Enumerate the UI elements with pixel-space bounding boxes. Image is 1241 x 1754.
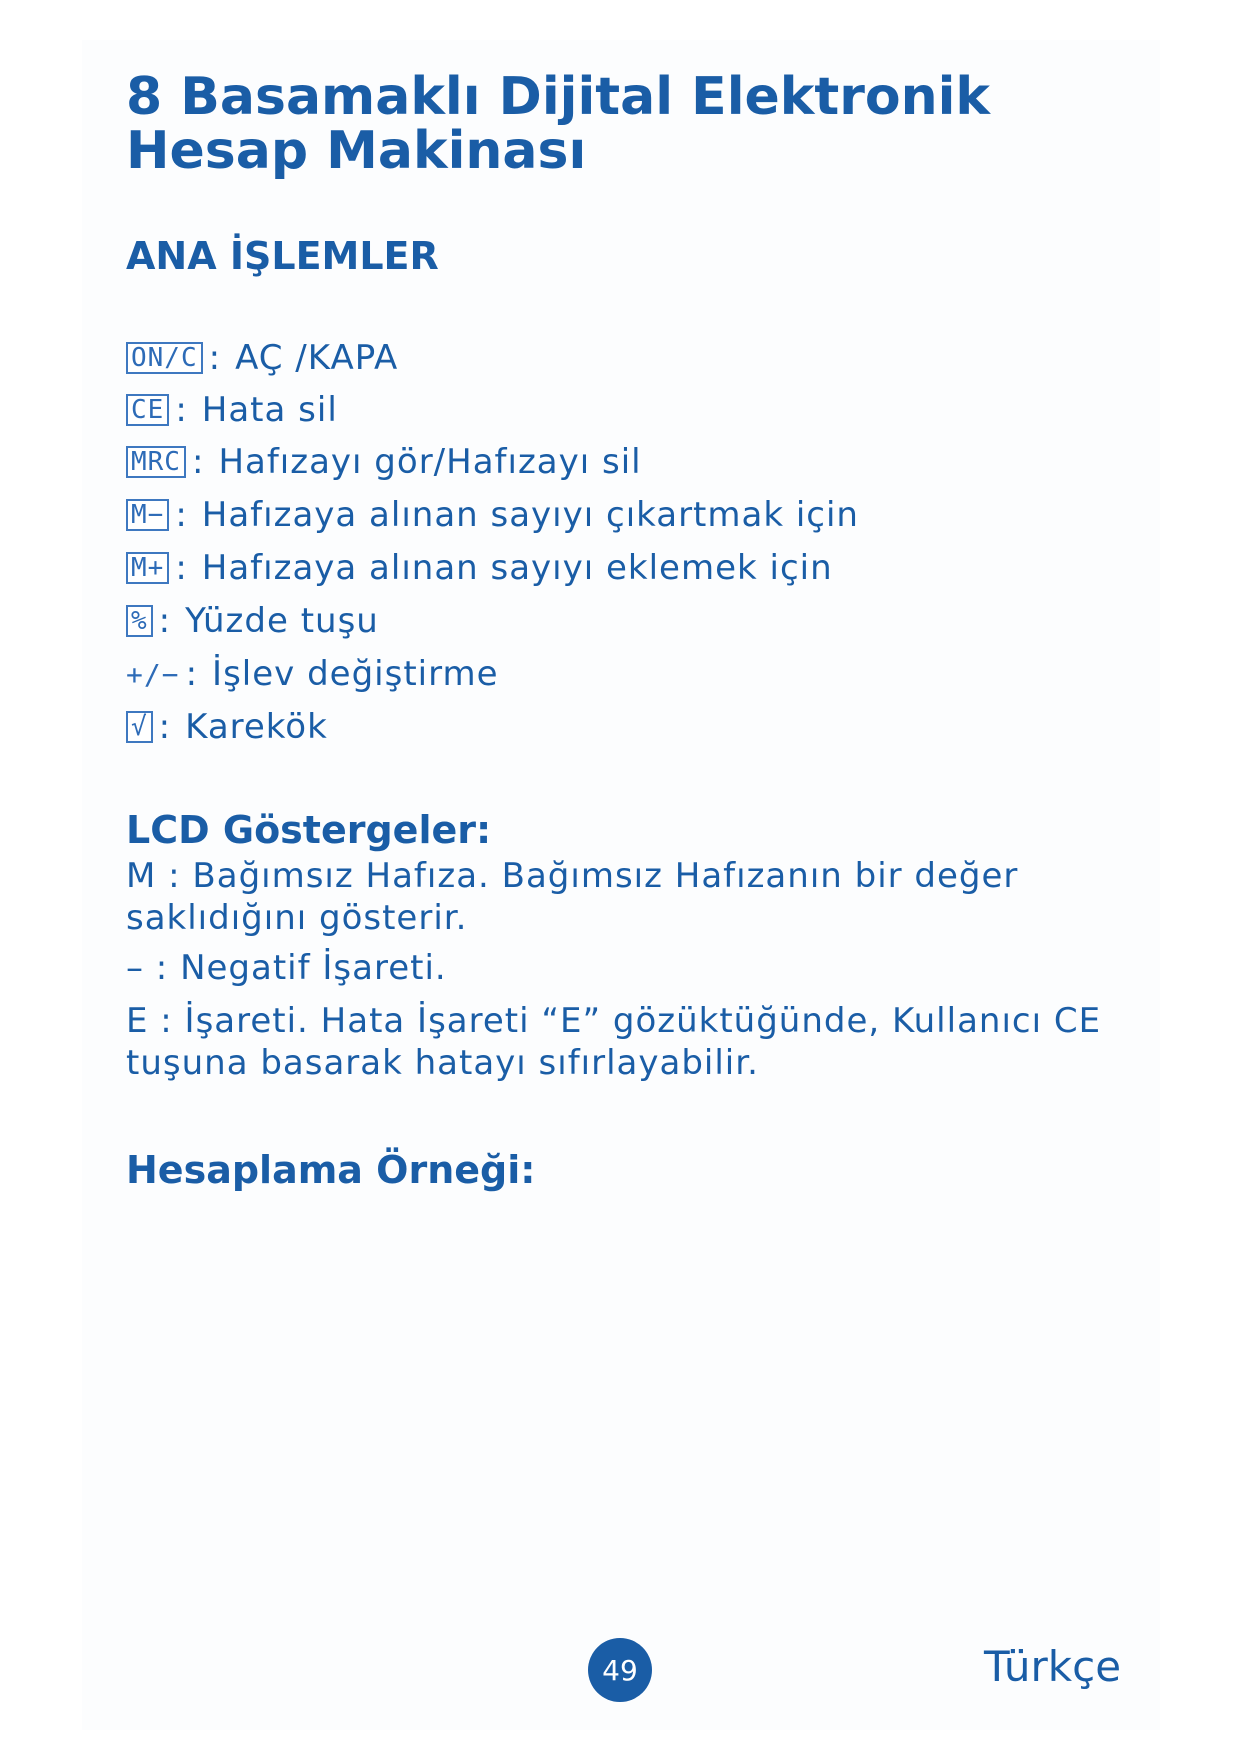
main-operations-heading: ANA İŞLEMLER	[126, 234, 439, 278]
footer-language: Türkçe	[984, 1642, 1122, 1691]
separator: :	[208, 338, 222, 378]
lcd-item-minus: – : Negatif İşareti.	[126, 948, 447, 988]
key-row-plus-minus	[126, 654, 499, 694]
key-row-ce	[126, 390, 338, 430]
calculation-example-heading: Hesaplama Örneği:	[126, 1148, 536, 1192]
key-description: Hafızayı gör/Hafızayı sil	[218, 442, 642, 482]
key-row-sqrt	[126, 707, 328, 747]
page-title: 8 Basamaklı Dijital Elektronik Hesap Makinası	[126, 67, 991, 181]
separator: :	[191, 442, 205, 482]
separator: :	[185, 654, 199, 694]
key-description: Hafızaya alınan sayıyı çıkartmak için	[201, 495, 859, 535]
lcd-indicators-heading: LCD Göstergeler:	[126, 808, 492, 852]
m-minus-key-icon: M−	[126, 499, 169, 531]
key-description: Hafızaya alınan sayıyı eklemek için	[201, 548, 833, 588]
ce-key-icon: CE	[126, 394, 169, 426]
page-number-badge: 49	[588, 1638, 652, 1702]
lcd-item-e: E : İşareti. Hata İşareti “E” gözüktüğünde, Kullanıcı CE tuşuna basarak hatayı sıfırlayabilir.	[126, 1001, 1102, 1083]
key-row-mrc	[126, 442, 642, 482]
mrc-key-icon: MRC	[126, 446, 186, 478]
separator: :	[158, 707, 172, 747]
key-description: Karekök	[185, 707, 328, 747]
key-description: İşlev değiştirme	[212, 654, 499, 694]
onc-key-icon: ON/C	[126, 342, 203, 374]
m-plus-key-icon: M+	[126, 552, 169, 584]
separator: :	[175, 390, 188, 430]
lcd-item-m: M : Bağımsız Hafıza. Bağımsız Hafızanın bir değer saklıdığını gösterir.	[126, 856, 1019, 938]
key-row-percent	[126, 601, 379, 641]
separator: :	[175, 548, 188, 588]
square-root-key-icon: √	[126, 711, 153, 743]
key-row-onc	[126, 338, 398, 378]
key-description: AÇ /KAPA	[235, 338, 399, 378]
percent-key-icon: %	[126, 605, 153, 637]
key-row-m-minus	[126, 495, 859, 535]
key-description: Yüzde tuşu	[185, 601, 379, 641]
separator: :	[175, 495, 188, 535]
key-row-m-plus	[126, 548, 833, 588]
key-description: Hata sil	[201, 390, 338, 430]
separator: :	[158, 601, 172, 641]
plus-minus-key-icon: +/−	[126, 657, 180, 691]
